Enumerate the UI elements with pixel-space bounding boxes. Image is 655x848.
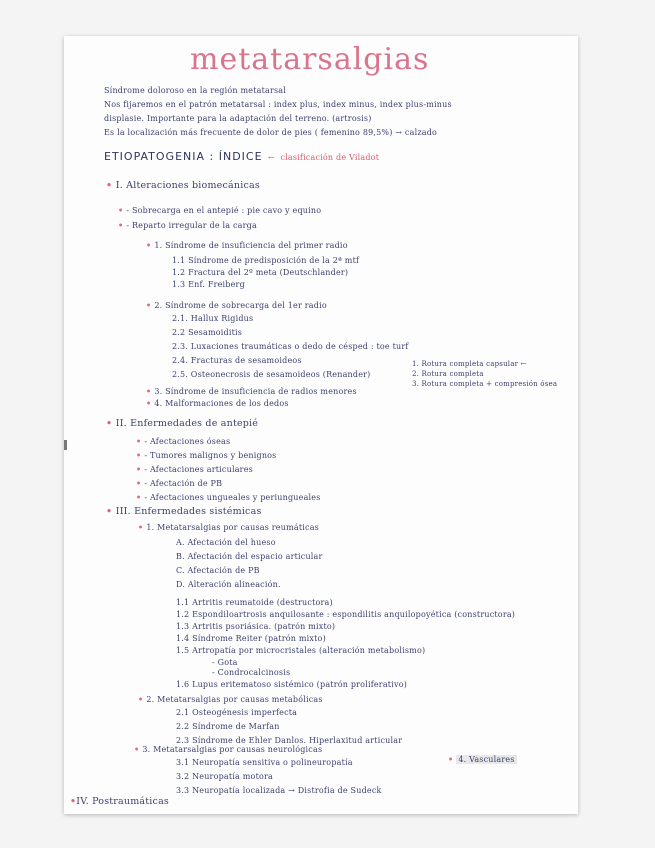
- list-item: 2.1. Hallux Rigidus: [172, 314, 254, 323]
- list-item: 1.6 Lupus eritematoso sistémico (patrón proliferativo): [176, 680, 408, 689]
- intro-line: Síndrome doloroso en la región metatarsal: [104, 86, 287, 95]
- bullet-icon: •: [146, 240, 155, 250]
- bullet-icon: •: [136, 492, 145, 502]
- list-item: C. Afectación de PB: [176, 566, 260, 575]
- list-item: • - Afectación de PB: [136, 478, 223, 488]
- list-item: 2.4. Fracturas de sesamoideos: [172, 356, 302, 365]
- list-item: 2.3. Luxaciones traumáticas o dedo de césped : toe turf: [172, 342, 409, 351]
- list-item: • - Afectaciones articulares: [136, 464, 253, 474]
- binder-ring-mark: [64, 440, 67, 450]
- bullet-icon: •: [136, 436, 145, 446]
- list-item: • 3. Metatarsalgias por causas neurológicas: [134, 744, 323, 754]
- bullet-icon: •: [106, 506, 116, 517]
- bullet-icon: •: [146, 386, 155, 396]
- list-item: 3.1 Neuropatía sensitiva o polineuropatía: [176, 758, 353, 767]
- bullet-icon: •: [138, 522, 147, 532]
- list-item: 1.3 Artritis psoriásica. (patrón mixto): [176, 622, 336, 631]
- section-heading: • I. Alteraciones biomecánicas: [106, 180, 260, 191]
- list-item: 3.3 Neuropatía localizada → Distrofia de Sudeck: [176, 786, 382, 795]
- section-heading: • III. Enfermedades sistémicas: [106, 506, 262, 517]
- list-item: • - Sobrecarga en el antepié : pie cavo y equino: [118, 205, 322, 215]
- list-item: 1.1 Artritis reumatoide (destructora): [176, 598, 333, 607]
- list-item: 2.2 Sesamoiditis: [172, 328, 243, 337]
- list-item: • 4. Vasculares: [448, 754, 515, 764]
- list-item: • 4. Malformaciones de los dedos: [146, 398, 289, 408]
- left-arrow-icon: ←: [265, 153, 278, 162]
- intro-line: Nos fijaremos en el patrón metatarsal : index plus, index minus, index plus-minus: [104, 100, 452, 109]
- side-note: 3. Rotura completa + compresión ósea: [412, 380, 558, 388]
- list-item: 2.1 Osteogénesis imperfecta: [176, 708, 298, 717]
- section-heading: •IV. Postraumáticas: [70, 796, 170, 807]
- list-item: • 3. Síndrome de insuficiencia de radios menores: [146, 386, 357, 396]
- list-item: B. Afectación del espacio articular: [176, 552, 323, 561]
- list-item: 1.2 Espondiloartrosis anquilosante : espondilitis anquilopoyética (constructora): [176, 610, 516, 619]
- list-item: 1.5 Artropatía por microcristales (alteración metabolismo): [176, 646, 426, 655]
- list-item: • - Afectaciones óseas: [136, 436, 231, 446]
- list-item: 2.2 Síndrome de Marfan: [176, 722, 280, 731]
- section-heading: • II. Enfermedades de antepié: [106, 418, 259, 429]
- bullet-icon: •: [146, 300, 155, 310]
- list-item: 3.2 Neuropatía motora: [176, 772, 273, 781]
- list-item: • - Reparto irregular de la carga: [118, 220, 257, 230]
- list-item: • 1. Síndrome de insuficiencia del primer radio: [146, 240, 348, 250]
- list-item: • 2. Síndrome de sobrecarga del 1er radio: [146, 300, 327, 310]
- list-item: - Gota: [212, 658, 238, 667]
- bullet-icon: •: [70, 796, 77, 807]
- etiopatogenia-row: [104, 150, 379, 163]
- list-item: - Condrocalcinosis: [212, 668, 291, 677]
- list-item: 2.3 Síndrome de Ehler Danlos. Hiperlaxitud articular: [176, 736, 403, 745]
- bullet-icon: •: [136, 464, 145, 474]
- bullet-icon: •: [448, 754, 457, 764]
- list-item: 1.3 Enf. Freiberg: [172, 280, 245, 289]
- etiopatogenia-note: clasificación de Viladot: [280, 153, 380, 162]
- bullet-icon: •: [136, 478, 145, 488]
- list-item: D. Alteración alineación.: [176, 580, 281, 589]
- list-item: 2.5. Osteonecrosis de sesamoideos (Renander): [172, 370, 371, 379]
- page-title: metatarsalgias: [190, 42, 430, 77]
- list-item: A. Afectación del hueso: [176, 538, 276, 547]
- bullet-icon: •: [106, 418, 116, 429]
- bullet-icon: •: [146, 398, 155, 408]
- bullet-icon: •: [106, 180, 116, 191]
- list-item: 1.2 Fractura del 2º meta (Deutschlander): [172, 268, 349, 277]
- list-item: 1.1 Síndrome de predisposición de la 2ª mtf: [172, 256, 360, 265]
- etiopatogenia-label: ETIOPATOGENIA : ÍNDICE: [104, 150, 263, 163]
- list-item: • 2. Metatarsalgias por causas metabólicas: [138, 694, 323, 704]
- bullet-icon: •: [136, 450, 145, 460]
- side-note: 1. Rotura completa capsular ←: [412, 360, 527, 368]
- bullet-icon: •: [134, 744, 143, 754]
- bullet-icon: •: [138, 694, 147, 704]
- list-item: 1.4 Síndrome Reiter (patrón mixto): [176, 634, 326, 643]
- list-item: • 1. Metatarsalgias por causas reumáticas: [138, 522, 319, 532]
- list-item: • - Tumores malignos y benignos: [136, 450, 277, 460]
- intro-line: Es la localización más frecuente de dolor de pies ( femenino 89,5%) → calzado: [104, 128, 438, 137]
- side-note: 2. Rotura completa: [412, 370, 484, 378]
- bullet-icon: •: [118, 220, 127, 230]
- bleed-through-text: [540, 80, 578, 108]
- bullet-icon: •: [118, 205, 127, 215]
- intro-line: displasie. Importante para la adaptación del terreno. (artrosis): [104, 114, 372, 123]
- list-item: • - Afectaciones ungueales y periungueales: [136, 492, 321, 502]
